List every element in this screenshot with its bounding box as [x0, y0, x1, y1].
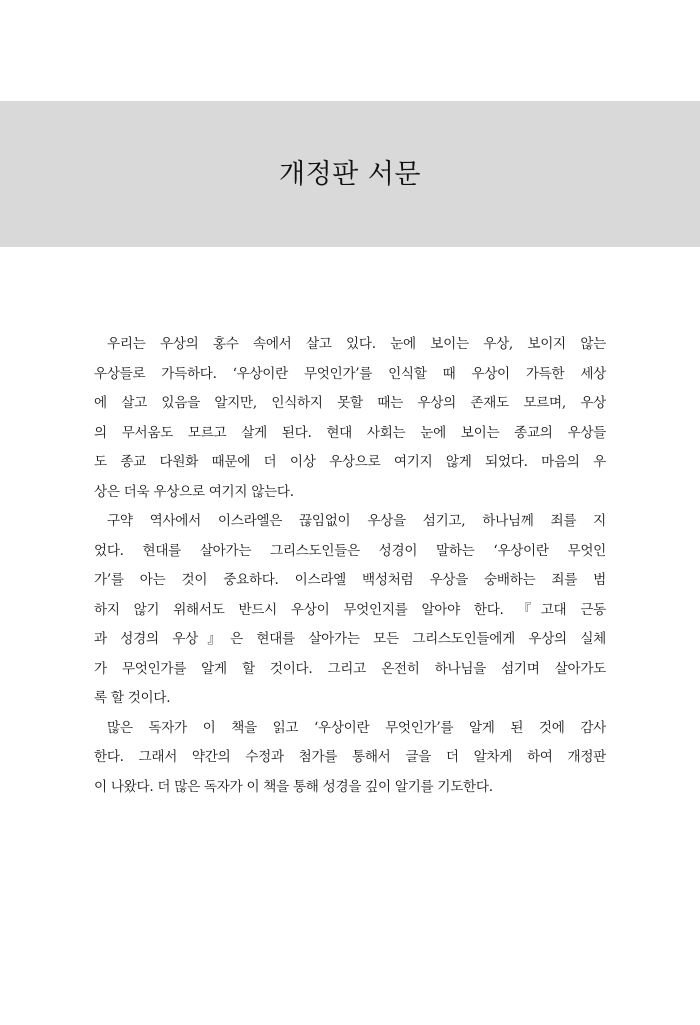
- paragraph-3: [94, 714, 606, 803]
- text-line: 록 할 것이다.: [94, 690, 171, 706]
- text-line: 과 성경의 우상』은 현대를 살아가는 모든 그리스도인들에게 우상의 실체: [94, 631, 606, 647]
- text-line: 가’를 아는 것이 중요하다. 이스라엘 백성처럼 우상을 숭배하는 죄를 범: [94, 572, 606, 588]
- paragraph-2: [94, 507, 606, 714]
- text-line: 었다. 현대를 살아가는 그리스도인들은 성경이 말하는 ‘우상이란 무엇인: [94, 542, 606, 559]
- text-line: 상은 더욱 우상으로 여기지 않는다.: [94, 483, 294, 500]
- text-line: 많은 독자가 이 책을 읽고 ‘우상이란 무엇인가’를 알게 된 것에 감사: [107, 719, 606, 736]
- text-line: 이 나왔다. 더 많은 독자가 이 책을 통해 성경을 깊이 알기를 기도한다.: [94, 778, 493, 795]
- text-line: 한다. 그래서 약간의 수정과 첨가를 통해서 글을 더 알차게 하여 개정판: [94, 749, 606, 765]
- text-line: 구약 역사에서 이스라엘은 끊임없이 우상을 섬기고, 하나님께 죄를 지: [107, 513, 606, 529]
- text-line: 하지 않기 위해서도 반드시 우상이 무엇인지를 알아야 한다. 『고대 근동: [94, 601, 606, 618]
- text-line: 우리는 우상의 홍수 속에서 살고 있다. 눈에 보이는 우상, 보이지 않는: [107, 336, 606, 352]
- paragraph-1: [94, 330, 606, 507]
- preface-body: [94, 330, 606, 802]
- text-line: 에 살고 있음을 알지만, 인식하지 못할 때는 우상의 존재도 모르며, 우상: [94, 395, 606, 411]
- text-line: 의 무서움도 모르고 살게 된다. 현대 사회는 눈에 보이는 종교의 우상들: [94, 424, 606, 441]
- title-band: [0, 101, 700, 247]
- text-line: 우상들로 가득하다. ‘우상이란 무엇인가’를 인식할 때 우상이 가득한 세상: [94, 365, 606, 382]
- text-line: 도 종교 다원화 때문에 더 이상 우상으로 여기지 않게 되었다. 마음의 우: [94, 454, 606, 470]
- text-line: 가 무엇인가를 알게 할 것이다. 그리고 온전히 하나님을 섬기며 살아가도: [94, 660, 606, 677]
- page-title: 개정판 서문: [279, 158, 421, 190]
